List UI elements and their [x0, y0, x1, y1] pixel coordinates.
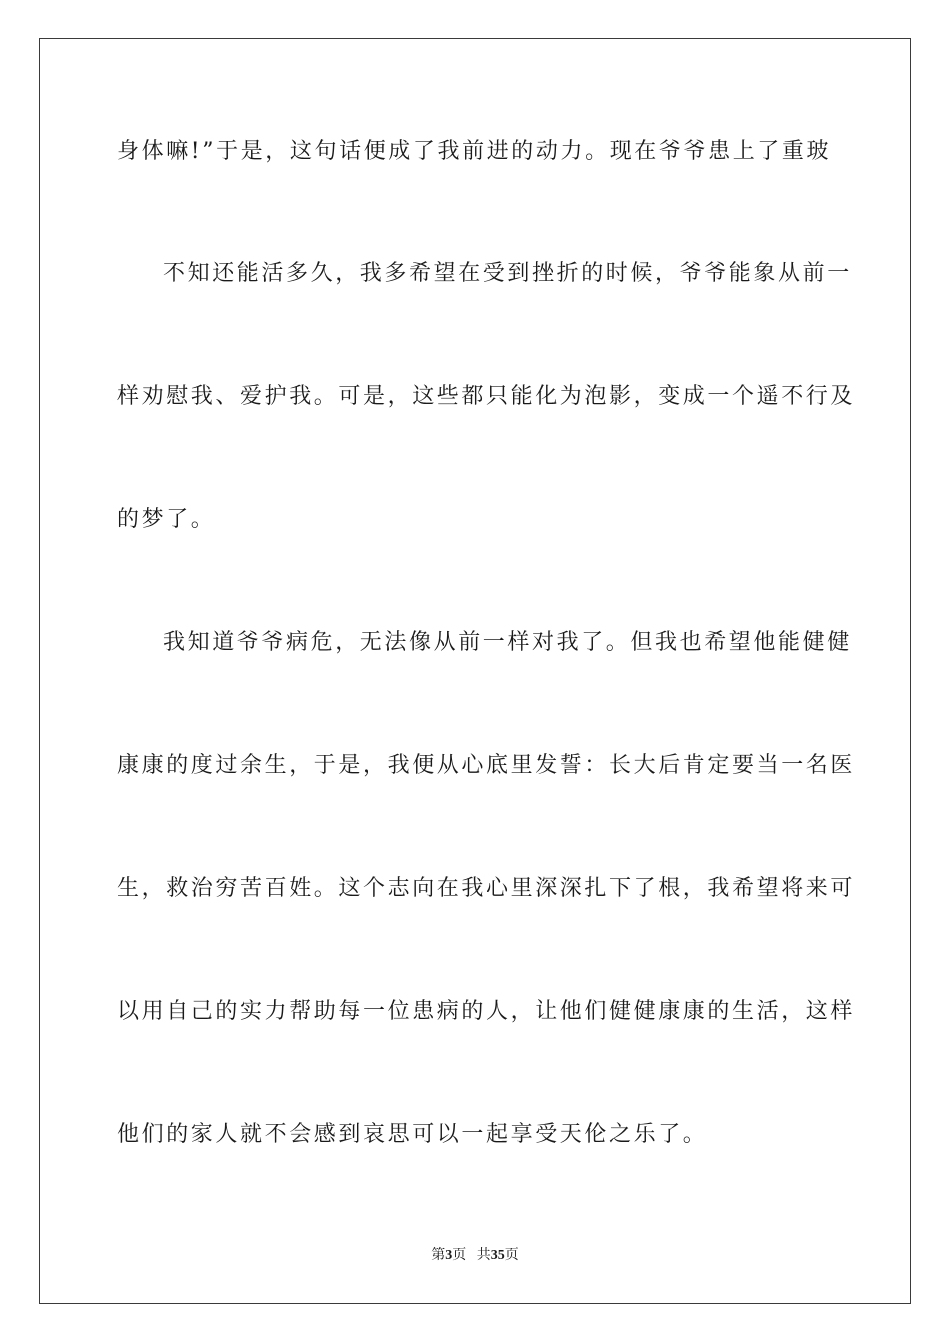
page-border — [39, 38, 911, 1304]
page-label-prefix: 第 — [431, 1248, 446, 1263]
text-line: 康康的度过余生，于是，我便从心底里发誓：长大后肯定要当一名医 — [117, 753, 856, 778]
text-line: 的梦了。 — [117, 507, 216, 532]
text-line: 他们的家人就不会感到哀思可以一起享受天伦之乐了。 — [117, 1122, 708, 1147]
text-line: 身体嘛!”于是，这句话便成了我前进的动力。现在爷爷患上了重玻 — [117, 139, 832, 164]
page-label-suffix: 页 — [452, 1248, 467, 1263]
total-label-suffix: 页 — [504, 1248, 519, 1263]
total-pages-number: 35 — [490, 1248, 505, 1263]
text-line: 以用自己的实力帮助每一位患病的人，让他们健健康康的生活，这样 — [117, 999, 856, 1024]
paragraph-start-line: 我知道爷爷病危，无法像从前一样对我了。但我也希望他能健健 — [163, 630, 852, 655]
current-page-number: 3 — [445, 1248, 453, 1263]
text-line: 生，救治穷苦百姓。这个志向在我心里深深扎下了根，我希望将来可 — [117, 876, 856, 901]
text-line: 样劝慰我、爱护我。可是，这些都只能化为泡影，变成一个遥不行及 — [117, 384, 856, 409]
page-footer — [0, 1246, 950, 1266]
paragraph-start-line: 不知还能活多久，我多希望在受到挫折的时候，爷爷能象从前一 — [163, 261, 852, 286]
total-label-prefix: 共 — [476, 1248, 491, 1263]
